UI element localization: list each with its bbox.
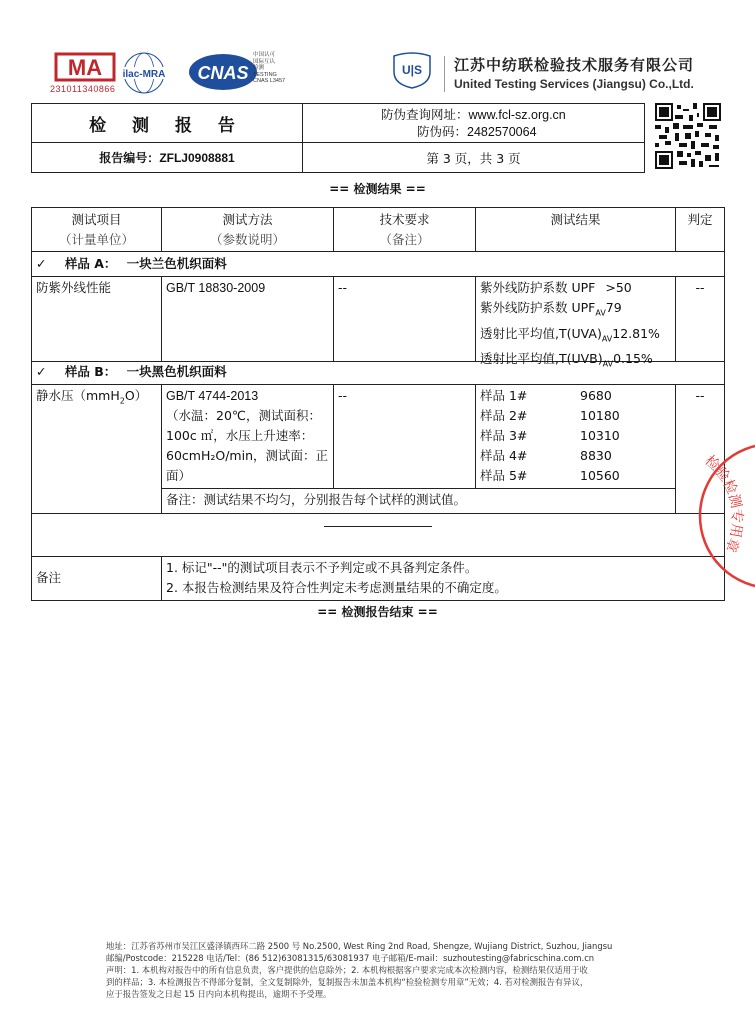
remark-item: 2. 本报告检测结果及符合性判定未考虑测量结果的不确定度。 (166, 580, 507, 595)
result-row: 样品 4# 8830 (480, 448, 612, 463)
results-section-title: == 检测结果 == (329, 182, 426, 196)
sample-b-requirement: -- (338, 388, 348, 403)
row-divider (32, 276, 724, 277)
remark-item: 1. 标记"--"的测试项目表示不予判定或不具备判定条件。 (166, 560, 478, 575)
row-divider (32, 251, 724, 252)
sample-b-heading: ✓ 样品 B： 一块黑色机织面料 (36, 364, 227, 379)
report-number: 报告编号： ZFLJ0908881 (32, 143, 303, 172)
col-divider (161, 384, 162, 513)
header-test-method: 测试方法 （参数说明） (209, 212, 285, 247)
footer-statement: 到的样品；3. 本检测报告不得部分复制，全文复制除外，复制报告未加盖本机构“检验检测专用章”无效；4. 若对检测报告有异议， (106, 977, 589, 987)
footer-statement: 应于报告签发之日起 15 日内向本机构提出，逾期不予受理。 (106, 989, 332, 999)
col-divider (475, 384, 476, 488)
company-name-en: United Testing Services (Jiangsu) Co.,Ltd. (454, 77, 694, 91)
cma-logo-text: MA (67, 55, 103, 80)
cma-number: 231011340866 (50, 84, 116, 94)
company-name-cn: 江苏中纺联检验技术服务有限公司 (454, 56, 695, 74)
sample-b-item: 静水压（mmH$_2$O） (36, 388, 148, 406)
col-divider (475, 276, 476, 361)
sample-a-judgment: -- (695, 280, 705, 295)
results-table (31, 207, 725, 601)
remarks-list (166, 558, 721, 598)
col-divider (333, 384, 334, 488)
sample-b-results (480, 386, 674, 486)
header-test-item: 测试项目 （计量单位） (58, 212, 134, 247)
stamp-text: 检验检测专用章 (701, 452, 745, 555)
cnas-logo-text: CNAS (197, 63, 249, 83)
footer-contact: 邮编/Postcode：215228 电话/Tel：(86 512)63081315/63081937 电子邮箱/E-mail：suzhoutesting@fabricschina.com.cn (106, 953, 595, 963)
page-number: 第 3 页，共 3 页 (426, 150, 521, 166)
report-title: 检 测 报 告 (32, 104, 303, 143)
row-divider (32, 556, 724, 557)
col-divider (161, 556, 162, 600)
check-icon: ✓ (36, 364, 47, 379)
end-section-title: == 检测报告结束 == (317, 605, 438, 619)
uts-logo (390, 50, 434, 90)
header-divider (444, 56, 445, 92)
result-row: 样品 2# 10180 (480, 408, 620, 423)
report-header-table (31, 103, 645, 173)
cnas-text: 中国认可 国际互认 检测 TESTING CNAS L3457 (253, 52, 286, 85)
result-row: 样品 5# 10560 (480, 468, 620, 483)
official-stamp (660, 440, 755, 590)
sample-a-requirement: -- (338, 280, 348, 295)
header-result: 测试结果 (550, 212, 601, 227)
header-requirement: 技术要求 （备注） (379, 212, 430, 247)
remarks-label: 备注 (36, 570, 62, 585)
uts-logo-text: U|S (401, 63, 423, 77)
header-judgment: 判定 (687, 212, 713, 227)
sample-a-method: GB/T 18830-2009 (166, 281, 266, 295)
separator-line (324, 526, 432, 527)
footer-statement: 声明：1. 本机构对报告中的所有信息负责，客户提供的信息除外；2. 本机构根据客户要求完成本次检测内容，检测结果仅适用于收 (106, 965, 588, 975)
row-divider (161, 488, 676, 489)
check-icon: ✓ (36, 256, 47, 271)
row-divider (32, 384, 724, 385)
footer-address: 地址：江苏省苏州市吴江区盛泽镇西环二路 2500 号 No.2500, West Ring 2nd Road, Shengze, Wujiang District, Suzhou, Jiangsu (106, 941, 613, 951)
col-divider (161, 276, 162, 361)
sample-a-item: 防紫外线性能 (36, 280, 112, 295)
sample-a-heading: ✓ 样品 A： 一块兰色机织面料 (36, 256, 227, 271)
anti-counterfeit-code: 2482570064 (467, 125, 537, 139)
result-row: 样品 3# 10310 (480, 428, 620, 443)
sample-a-results: 紫外线防护系数 UPF >50 紫外线防护系数 $UPF_{AV}79$ 透射比平均值$,T(UVA)_{AV}12.81\%$ 透射比平均值$,T(UVB)_{AV}0.15\%$ (480, 280, 660, 369)
sample-b-method: GB/T 4744-2013 （水温：20℃，测试面积： 100c ㎡，水压上升速率： 60cmH₂O/min，测试面：正 面） (166, 389, 328, 483)
ilac-mra-logo (118, 50, 170, 96)
query-url[interactable]: www.fcl-sz.org.cn (468, 108, 566, 122)
anti-counterfeit-info: 防伪查询网址：www.fcl-sz.org.cn 防伪码：2482570064 (303, 104, 644, 143)
sample-b-judgment: -- (695, 388, 705, 403)
ilac-logo-text: ilac-MRA (122, 69, 166, 80)
sample-b-note: 备注：测试结果不均匀，分别报告每个试样的测试值。 (166, 492, 467, 507)
col-divider (333, 276, 334, 361)
row-divider (32, 513, 724, 514)
cnas-logo (188, 52, 258, 92)
qr-code[interactable] (655, 103, 721, 169)
result-row: 样品 1# 9680 (480, 388, 612, 403)
